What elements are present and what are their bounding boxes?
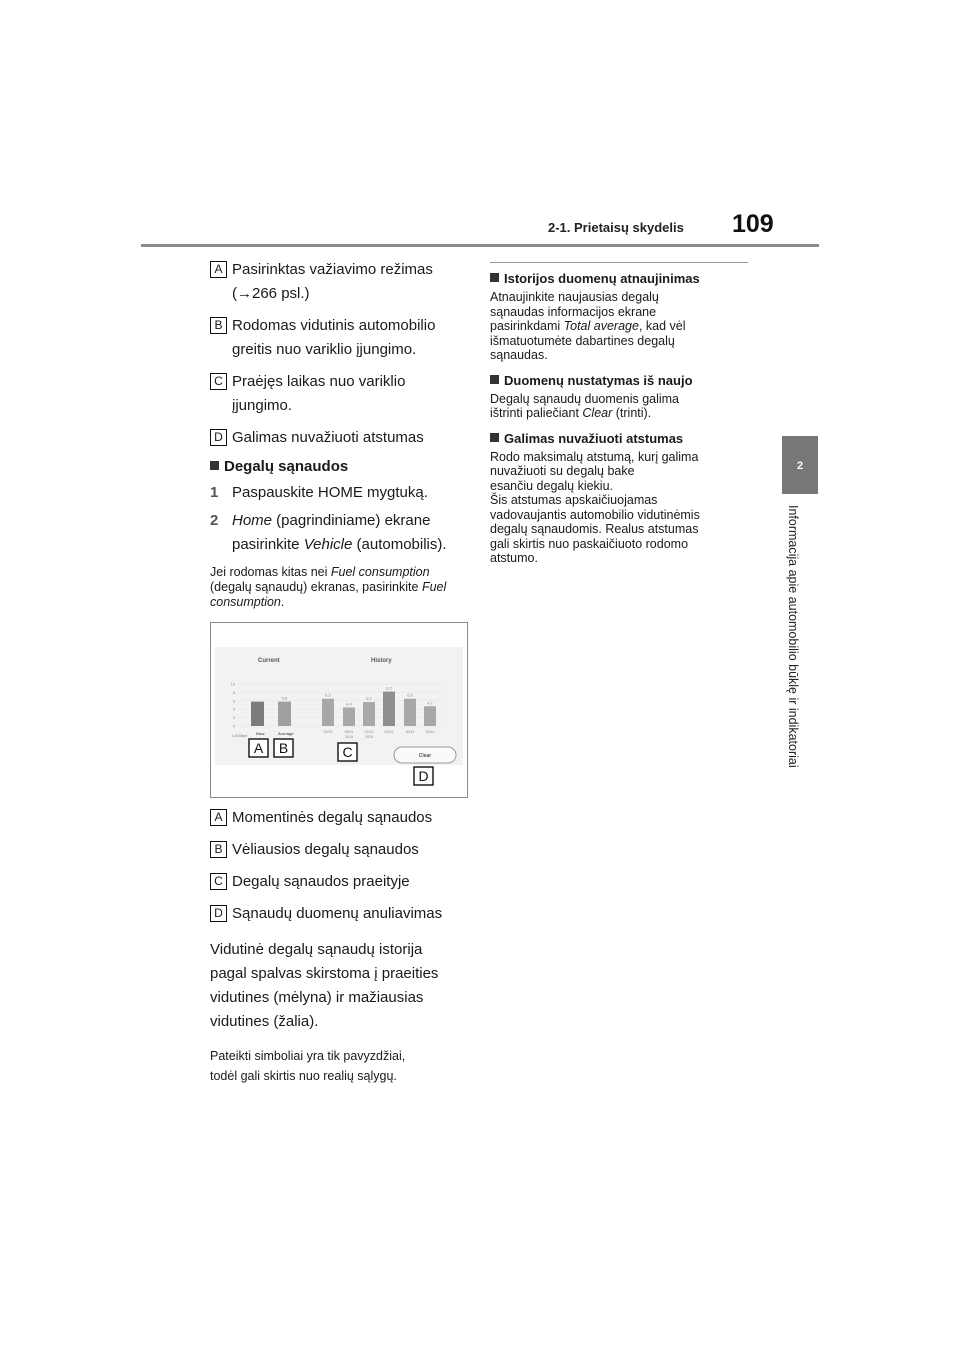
y-tick-label: 0: [232, 723, 235, 729]
tag-c: C: [210, 873, 227, 890]
history-bar-value-label: 4.7: [427, 700, 433, 706]
fuel-screen-svg: [211, 623, 467, 797]
history-bar-value-label: 6.5: [407, 692, 413, 698]
callout-a-text: A: [253, 740, 264, 756]
history-color-paragraph: [210, 938, 472, 1034]
history-bar-value-label: 4.4: [346, 701, 352, 707]
legend-item-a: [210, 258, 472, 306]
chapter-title-vertical: [783, 505, 817, 835]
section-header: 2-1. Prietaisų skydelis: [548, 220, 684, 235]
section-title-text: Galimas nuvažiuoti atstumas: [504, 430, 684, 446]
para-line: Vidutinė degalų sąnaudų istorija: [210, 941, 423, 958]
para-line: vidutines (mėlyna) ir mažiausias: [210, 989, 424, 1006]
step-number: 1: [210, 484, 219, 501]
history-date-label: 2019: [345, 735, 353, 739]
legend-text: Momentinės degalų sąnaudos: [232, 809, 433, 826]
para-text: ištrinti paliečiant: [490, 406, 583, 420]
history-update-text: [490, 290, 750, 363]
average-bar-value-label: 5.8: [281, 695, 288, 701]
note-text-italic: Fuel consumption: [210, 580, 447, 609]
tag-b: B: [210, 841, 227, 858]
step-text-italic: Home: [232, 512, 273, 529]
legend-text: Vėliausios degalų sąnaudos: [232, 841, 419, 858]
figure-legend-b: [210, 838, 472, 862]
note-text: (degalų sąnaudų) ekranas, pasirinkite: [210, 580, 422, 594]
legend-text: Sąnaudų duomenų anuliavimas: [232, 905, 443, 922]
figure-legend-a: [210, 806, 472, 830]
para-line: esančiu degalų kiekiu.: [490, 478, 613, 493]
step-text: (automobilis).: [352, 536, 447, 553]
note-line: todėl gali skirtis nuo realių sąlygų.: [210, 1069, 397, 1083]
now-label: Now: [256, 731, 265, 736]
legend-text: Degalų sąnaudos praeityje: [232, 873, 410, 890]
square-bullet-icon: [210, 461, 219, 470]
header-rule: [141, 244, 819, 247]
note-text: Jei rodomas kitas nei: [210, 565, 331, 579]
legend-text-cont: įjungimo.: [232, 397, 293, 414]
note-line: Pateikti simboliai yra tik pavyzdžiai,: [210, 1049, 406, 1063]
square-bullet-icon: [490, 433, 499, 442]
para-text: (trinti).: [612, 406, 652, 420]
callout-b-text: B: [278, 740, 289, 756]
legend-text-cont: (→266 psl.): [232, 285, 310, 302]
average-bar: [278, 702, 291, 726]
para-text-italic: Total average: [563, 319, 639, 333]
section-history-update: [490, 271, 750, 286]
square-bullet-icon: [490, 273, 499, 282]
figure-legend-d: [210, 902, 472, 926]
para-line: degalų sąnaudomis. Realus atstumas: [490, 522, 699, 536]
para-line: gali skirtis nuo paskaičiuoto rodomo: [490, 536, 689, 551]
right-column-rule: [490, 262, 748, 263]
section-reset-data: [490, 373, 750, 388]
y-tick-label: 2: [232, 715, 235, 721]
para-line: [490, 319, 750, 334]
para-line: Šis atstumas apskaičiuojamas: [490, 493, 658, 507]
para-line: išmatuotumėte dabartines degalų: [490, 333, 675, 348]
legend-text: Praėjęs laikas nuo variklio: [232, 373, 406, 390]
callout-c-text: C: [342, 744, 353, 760]
history-date-label: 05/01: [344, 730, 354, 734]
para-line: sąnaudas.: [490, 348, 548, 362]
square-bullet-icon: [490, 375, 499, 384]
average-label: Average: [278, 731, 294, 736]
para-line: pagal spalvas skirstoma į praeities: [210, 965, 439, 982]
history-date-label: 02/12: [364, 730, 374, 734]
section-title-text: Duomenų nustatymas iš naujo: [504, 372, 693, 388]
history-date-label: 01/03: [384, 730, 394, 734]
history-bar-value-label: 6.5: [325, 692, 331, 698]
y-tick-label: 8: [232, 689, 235, 695]
step-text: pasirinkite: [232, 536, 304, 553]
y-tick-label: 6: [232, 698, 235, 704]
para-line: [490, 406, 750, 421]
step-number: 2: [210, 512, 219, 529]
note-text-italic: Fuel consumption: [330, 565, 430, 579]
note-fuel-consumption: [210, 565, 472, 610]
section-title-text: Istorijos duomenų atnaujinimas: [504, 271, 700, 286]
history-date-label: 2019: [365, 735, 373, 739]
chapter-tab: [782, 436, 818, 494]
history-bar: [404, 699, 416, 726]
para-line: nuvažiuoti su degalų bake: [490, 464, 635, 478]
chapter-number: 2: [796, 460, 804, 472]
tag-b: B: [210, 317, 227, 334]
para-line: vadovaujantis automobilio vidutinėmis: [490, 507, 700, 522]
step-2: [210, 509, 472, 557]
tag-a: A: [210, 809, 227, 826]
current-bar: [251, 702, 264, 726]
legend-text: Galimas nuvažiuoti atstumas: [232, 429, 424, 446]
tag-c: C: [210, 373, 227, 390]
tag-a: A: [210, 261, 227, 278]
para-text: pasirinkdami: [490, 319, 564, 333]
history-date-label: 30/11: [405, 730, 415, 734]
step-text: (pagrindiniame) ekrane: [272, 512, 431, 529]
step-text-cont: [210, 533, 472, 557]
history-bar: [424, 706, 436, 726]
para-text-italic: Clear: [582, 406, 613, 420]
legend-item-c: [210, 370, 472, 418]
page-number: 109: [732, 210, 774, 238]
figure-legend-c: [210, 870, 472, 894]
para-line: sąnaudas informacijos ekrane: [490, 304, 657, 319]
section-title-text: Degalų sąnaudos: [224, 458, 349, 475]
current-label: Current: [258, 658, 280, 664]
para-line: atstumo.: [490, 551, 538, 565]
section-range: [490, 431, 750, 446]
clear-button-label: Clear: [418, 753, 432, 759]
step-1: [210, 481, 472, 505]
chapter-title-text: Informacija apie automobilio būklę ir indikatoriai: [786, 505, 800, 768]
tag-d: D: [210, 429, 227, 446]
callout-d-text: D: [418, 768, 429, 784]
tag-d: D: [210, 905, 227, 922]
note-text: .: [280, 595, 285, 609]
history-date-label: 25/10: [323, 730, 333, 734]
legend-text: Pasirinktas važiavimo režimas: [232, 261, 433, 278]
history-date-label: 25/10: [425, 730, 435, 734]
step-text: Paspauskite HOME mygtuką.: [232, 484, 428, 501]
unit-label: L/100km: [232, 733, 248, 738]
para-line: Degalų sąnaudų duomenis galima: [490, 391, 680, 406]
para-text: , kad vėl: [638, 319, 686, 333]
history-bar-value-label: 5.7: [366, 696, 372, 702]
legend-item-d: [210, 426, 472, 450]
para-line: Rodo maksimalų atstumą, kurį galima: [490, 449, 699, 464]
fuel-consumption-screenshot: [210, 622, 468, 798]
symbols-note: [210, 1046, 472, 1086]
range-text: [490, 450, 750, 566]
history-bar: [343, 708, 355, 726]
history-bar-value-label: 8.2: [386, 685, 392, 691]
section-title-fuel: [210, 458, 472, 475]
y-tick-label: 10: [230, 681, 235, 687]
history-label: History: [371, 658, 392, 664]
y-tick-label: 4: [232, 706, 235, 712]
right-column: [490, 262, 750, 576]
reset-data-text: [490, 392, 750, 421]
legend-item-b: [210, 314, 472, 362]
step-text-italic: Vehicle: [303, 536, 353, 553]
legend-text: Rodomas vidutinis automobilio: [232, 317, 436, 334]
history-bar: [383, 692, 395, 726]
legend-text-cont: greitis nuo variklio įjungimo.: [232, 341, 417, 358]
history-bar: [363, 702, 375, 726]
history-bar: [322, 699, 334, 726]
para-line: vidutines (žalia).: [210, 1013, 319, 1030]
left-column: [210, 258, 472, 1098]
para-line: Atnaujinkite naujausias degalų: [490, 290, 659, 304]
